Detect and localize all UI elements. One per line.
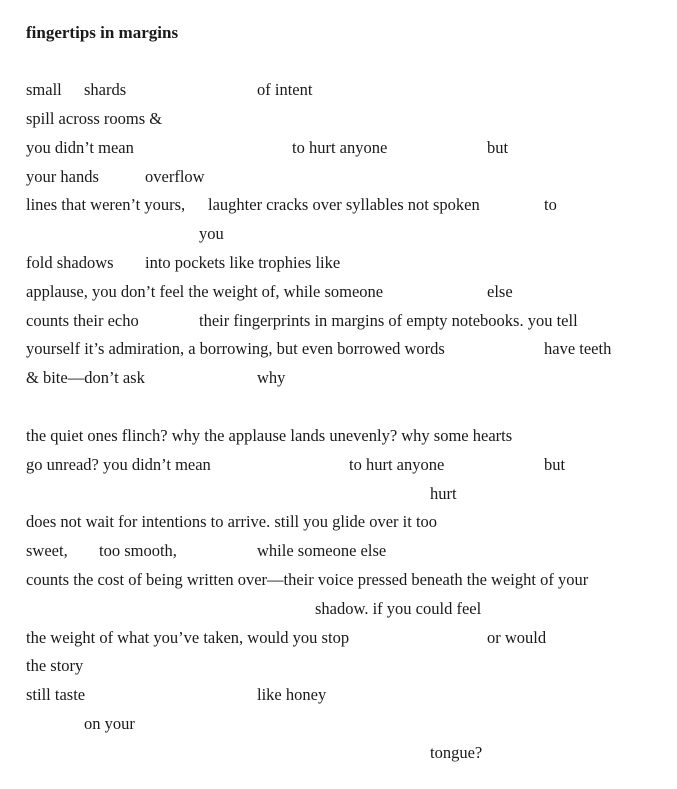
poem-line-segment: why: [257, 368, 286, 387]
poem-line-segment: of intent: [257, 80, 313, 99]
poem-line-segment: & bite—don’t ask: [26, 368, 145, 387]
poem-line-segment: yourself it’s admiration, a borrowing, but even borrowed words: [26, 339, 445, 358]
poem-line-segment: go unread? you didn’t mean: [26, 455, 211, 474]
poem-line-segment: the weight of what you’ve taken, would you stop: [26, 628, 350, 647]
poem-line-segment: small: [26, 80, 62, 99]
poem-line-segment: fold shadows: [26, 253, 114, 272]
poem-line-segment: but: [544, 455, 566, 474]
poem-line-segment: too smooth,: [99, 541, 177, 560]
poem-line-segment: on your: [84, 714, 135, 733]
poem-line-segment: shadow. if you could feel: [315, 599, 482, 618]
poem-line-segment: hurt: [430, 484, 457, 503]
poem-line-segment: the quiet ones flinch? why the applause lands unevenly? why some hearts: [26, 426, 513, 445]
poem-line-segment: you didn’t mean: [26, 138, 134, 157]
poem-line-segment: shards: [84, 80, 127, 99]
poem-line-segment: your hands: [26, 167, 99, 186]
poem-line-segment: to: [544, 195, 557, 214]
poem-line-segment: laughter cracks over syllables not spoken: [208, 195, 480, 214]
poem-line-segment: to hurt anyone: [349, 455, 445, 474]
poem-line-segment: tongue?: [430, 743, 483, 762]
poem-line-segment: while someone else: [257, 541, 387, 560]
poem-line-segment: their fingerprints in margins of empty notebooks. you tell: [199, 311, 578, 330]
poem-line-segment: the story: [26, 656, 84, 675]
poem-line-segment: but: [487, 138, 509, 157]
poem-line-segment: overflow: [145, 167, 205, 186]
poem-line-segment: like honey: [257, 685, 327, 704]
poem-title: fingertips in margins: [26, 23, 179, 42]
poem-line-segment: into pockets like trophies like: [145, 253, 341, 272]
poem-line-segment: to hurt anyone: [292, 138, 388, 157]
poem-line-segment: counts the cost of being written over—their voice pressed beneath the weight of your: [26, 570, 589, 589]
poem-line-segment: counts their echo: [26, 311, 139, 330]
poem-line-segment: have teeth: [544, 339, 612, 358]
poem-line-segment: else: [487, 282, 513, 301]
poem-line-segment: applause, you don’t feel the weight of, while someone: [26, 282, 384, 301]
poem-line-segment: spill across rooms &: [26, 109, 163, 128]
poem-line-segment: sweet,: [26, 541, 68, 560]
poem-line-segment: or would: [487, 628, 547, 647]
poem-line-segment: lines that weren’t yours,: [26, 195, 186, 214]
poem-line-segment: you: [199, 224, 224, 243]
poem-line-segment: still taste: [26, 685, 86, 704]
poem-line-segment: does not wait for intentions to arrive. still you glide over it too: [26, 512, 438, 531]
